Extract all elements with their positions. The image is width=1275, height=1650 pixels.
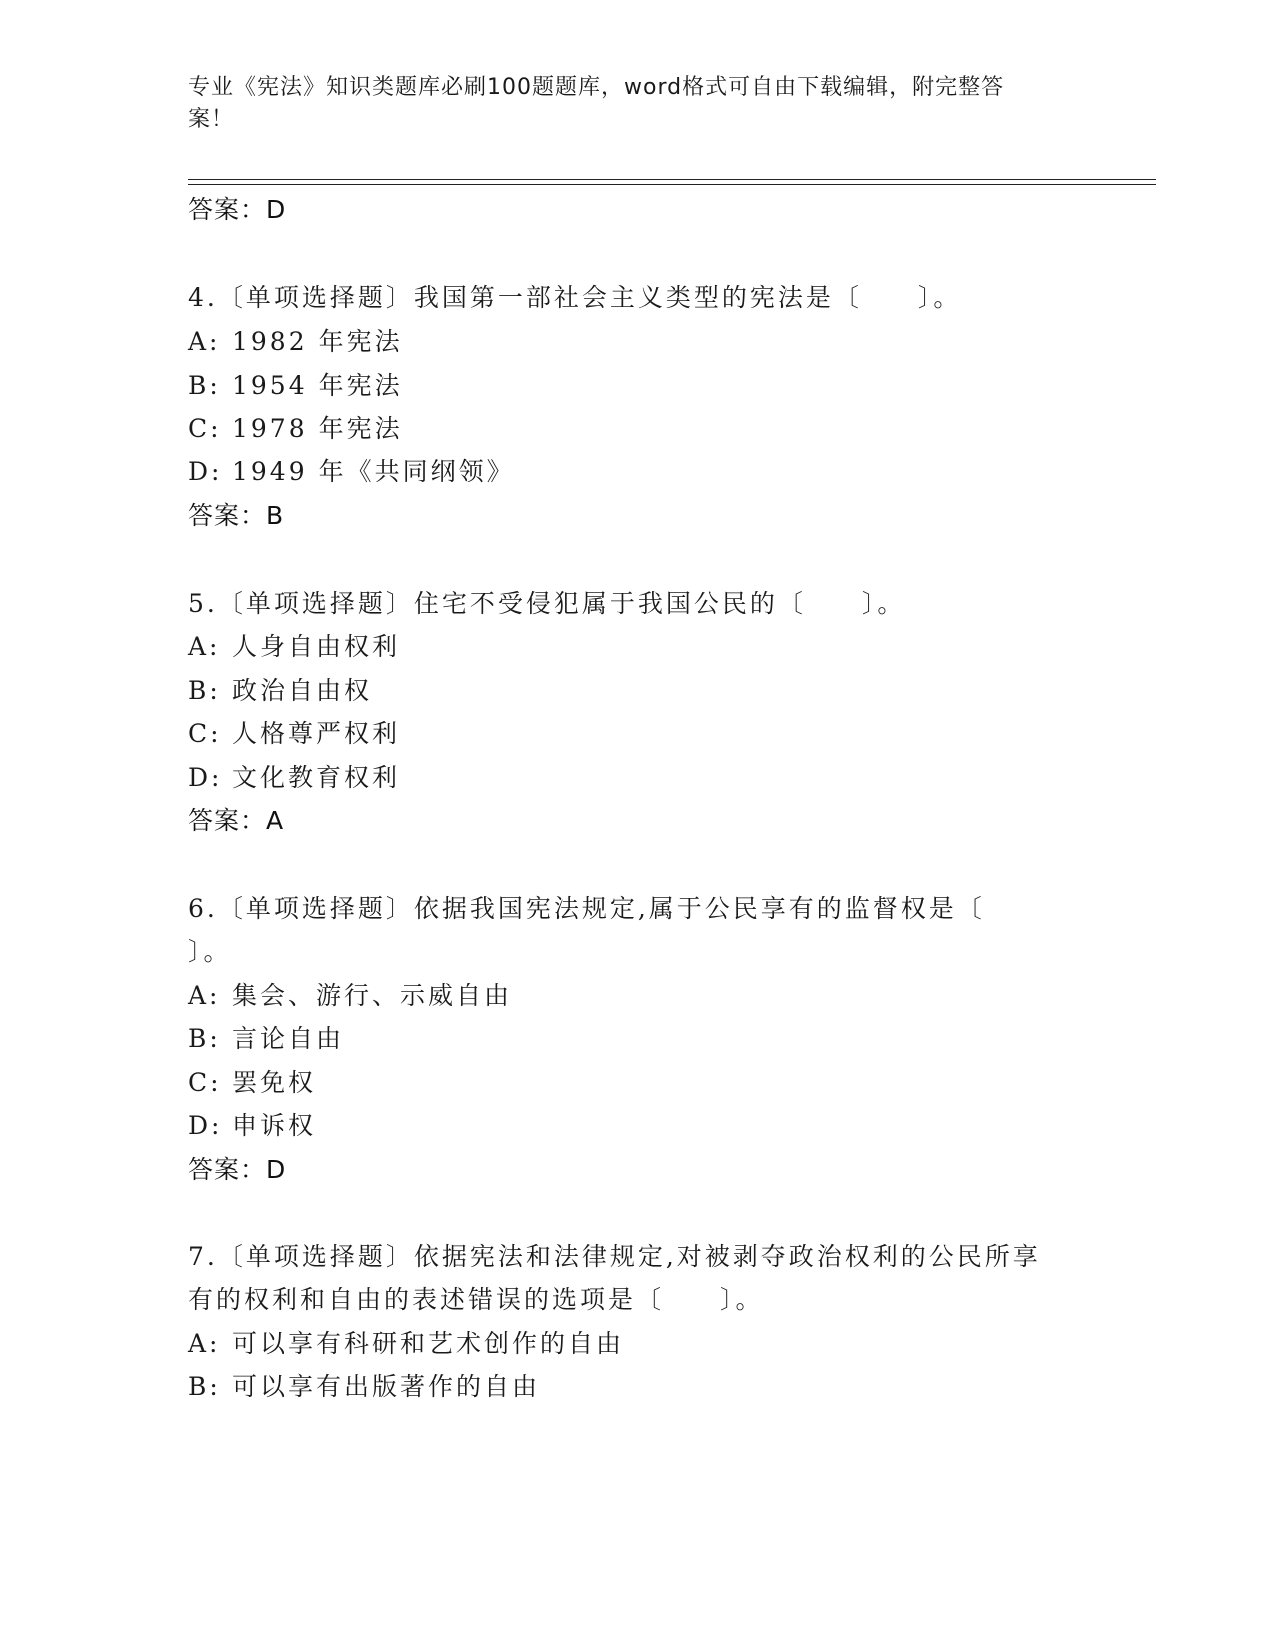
question-5-option-c (188, 718, 400, 750)
option-text: 言论自由 (232, 1024, 345, 1053)
option-text: 集会、游行、示威自由 (232, 981, 513, 1010)
option-label: A: (188, 1329, 221, 1358)
option-label: C: (188, 719, 222, 748)
question-5-option-d (188, 762, 400, 794)
answer-q4: 答案：B (188, 501, 285, 530)
option-label: D: (188, 457, 223, 486)
question-7-option-b (188, 1371, 540, 1403)
question-7-stem-line-1: 7.〔单项选择题〕依据宪法和法律规定,对被剥夺政治权利的公民所享 (188, 1242, 1041, 1271)
document-header (188, 72, 1068, 136)
question-6-stem-line-2: 〕。 (188, 937, 232, 966)
option-label: B: (188, 1372, 221, 1401)
question-6-option-c (188, 1067, 316, 1099)
question-4-option-b (188, 370, 403, 402)
question-6-option-b (188, 1023, 344, 1055)
option-label: A: (188, 632, 221, 661)
question-6-option-a (188, 980, 512, 1012)
option-label: A: (188, 327, 221, 356)
question-7-stem-line-2: 有的权利和自由的表述错误的选项是〔 〕。 (188, 1285, 764, 1314)
question-6-stem-line-1: 6.〔单项选择题〕依据我国宪法规定,属于公民享有的监督权是〔 (188, 894, 985, 923)
option-text: 1978 年宪法 (232, 414, 403, 443)
question-5-option-b (188, 675, 372, 707)
option-text: 申诉权 (232, 1111, 317, 1140)
option-label: C: (188, 1068, 222, 1097)
option-text: 罢免权 (232, 1068, 317, 1097)
question-5-stem: 5.〔单项选择题〕住宅不受侵犯属于我国公民的〔 〕。 (188, 589, 906, 618)
question-5-option-a (188, 631, 400, 663)
question-7-option-a (188, 1328, 624, 1360)
question-4-option-a (188, 326, 403, 358)
answer-q3: 答案：D (188, 195, 287, 224)
question-4-option-d (188, 456, 515, 488)
option-label: D: (188, 763, 223, 792)
answer-q6: 答案：D (188, 1155, 287, 1184)
option-label: B: (188, 676, 221, 705)
option-label: D: (188, 1111, 223, 1140)
option-text: 政治自由权 (232, 676, 373, 705)
header-divider-bottom (188, 184, 1156, 185)
header-divider-top (188, 179, 1156, 180)
question-4-stem: 4.〔单项选择题〕我国第一部社会主义类型的宪法是〔 〕。 (188, 283, 962, 312)
option-text: 文化教育权利 (232, 763, 401, 792)
option-label: C: (188, 414, 222, 443)
question-4-option-c (188, 413, 403, 445)
option-text: 人格尊严权利 (232, 719, 401, 748)
option-text: 1949 年《共同纲领》 (232, 457, 515, 486)
option-text: 1982 年宪法 (232, 327, 403, 356)
option-label: B: (188, 1024, 221, 1053)
header-line-1: 专业《宪法》知识类题库必刷100题题库，word格式可自由下载编辑，附完整答 (188, 75, 1005, 100)
option-text: 可以享有出版著作的自由 (232, 1372, 541, 1401)
question-6-option-d (188, 1110, 316, 1142)
option-text: 1954 年宪法 (232, 371, 403, 400)
option-text: 可以享有科研和艺术创作的自由 (232, 1329, 625, 1358)
option-text: 人身自由权利 (232, 632, 401, 661)
option-label: B: (188, 371, 221, 400)
header-line-2: 案！ (188, 107, 235, 132)
answer-q5: 答案：A (188, 806, 285, 835)
option-label: A: (188, 981, 221, 1010)
